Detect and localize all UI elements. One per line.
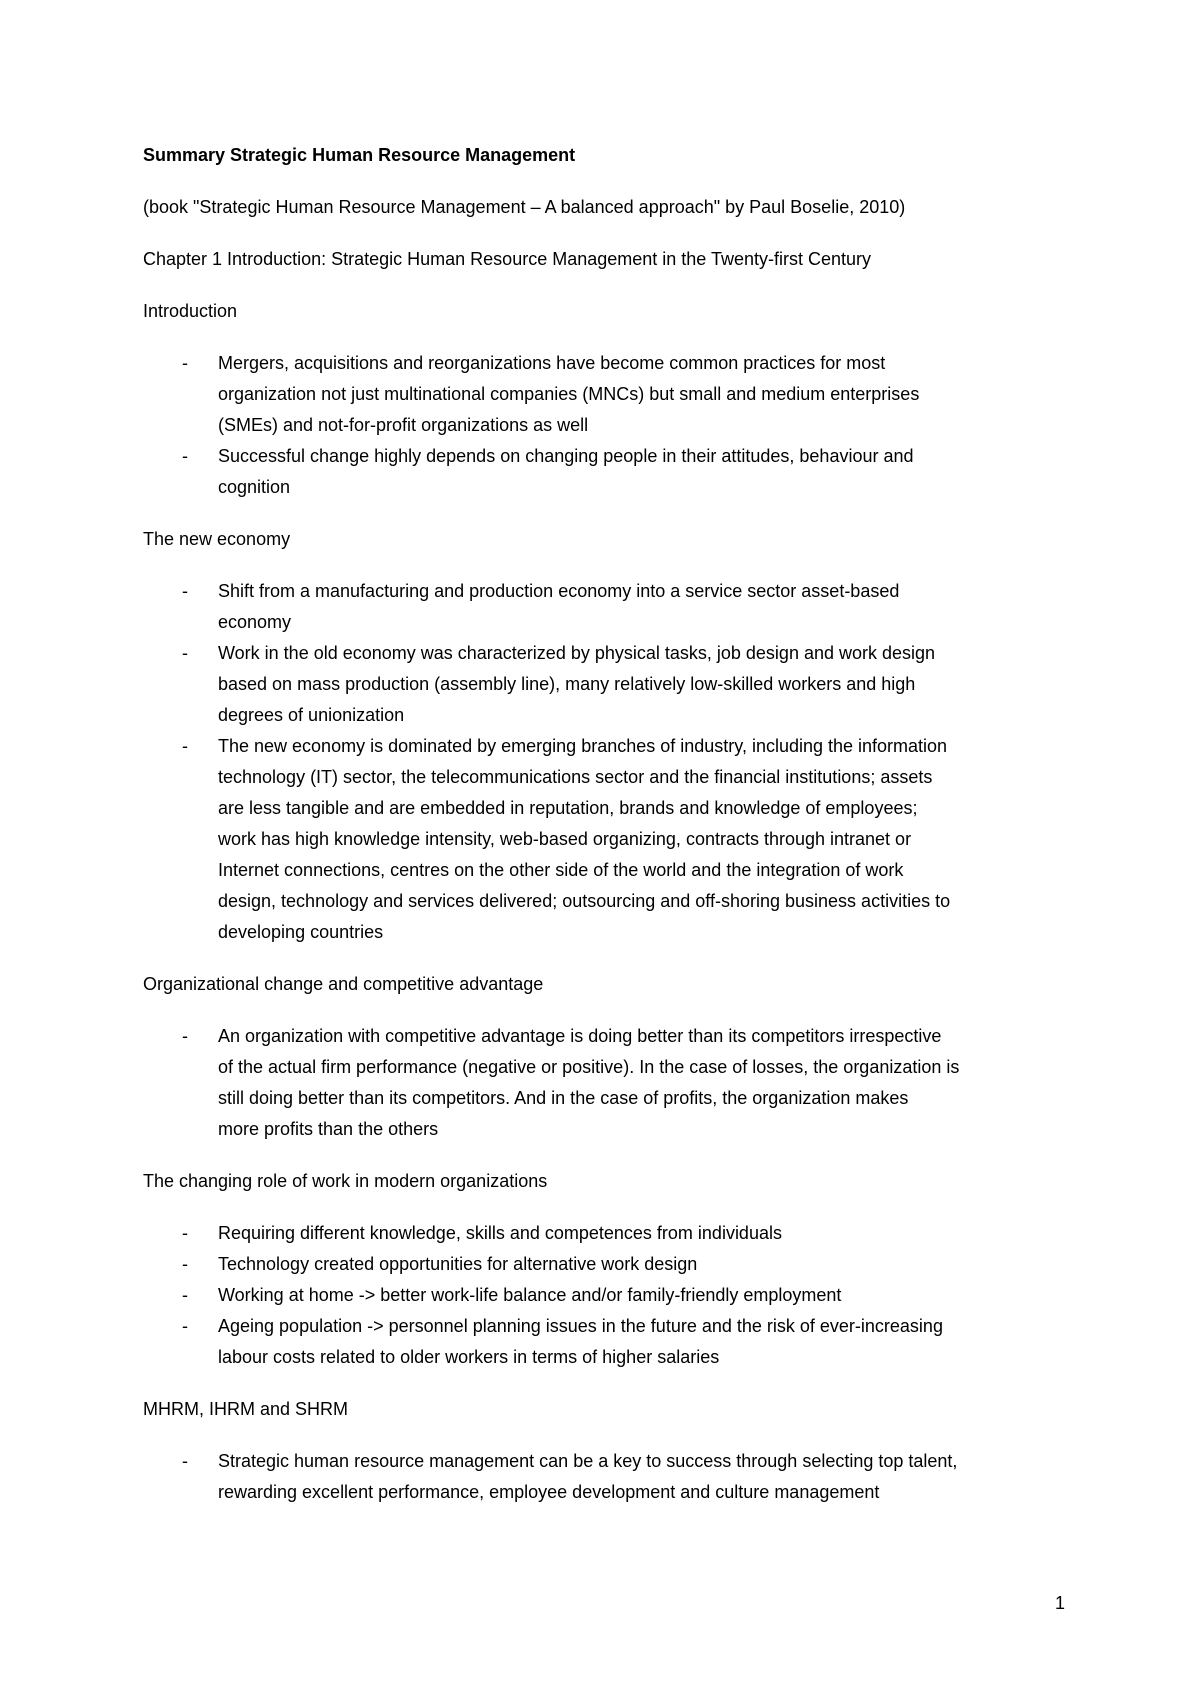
list-item-text: degrees of unionization <box>218 705 405 725</box>
bullet-dash: - <box>182 581 188 601</box>
list-item-text: Internet connections, centres on the other side of the world and the integration of work <box>218 860 904 880</box>
bullet-dash: - <box>182 1285 188 1305</box>
list-item-text: still doing better than its competitors. And in the case of profits, the organization makes <box>218 1088 909 1108</box>
list-item-continuation <box>143 607 1073 638</box>
bullet-dash: - <box>182 1026 188 1046</box>
list-item-text: rewarding excellent performance, employee development and culture management <box>218 1482 880 1502</box>
chapter-heading: Chapter 1 Introduction: Strategic Human Resource Management in the Twenty-first Century <box>143 249 872 269</box>
list-item-text: economy <box>218 612 292 632</box>
list-item-text: of the actual firm performance (negative or positive). In the case of losses, the organization is <box>218 1057 960 1077</box>
bullet-dash: - <box>182 1451 188 1471</box>
list-item-text: Successful change highly depends on changing people in their attitudes, behaviour and <box>218 446 914 466</box>
page-number: 1 <box>1055 1593 1066 1613</box>
list-item <box>143 1446 1073 1477</box>
bullet-dash: - <box>182 736 188 756</box>
section-heading: The new economy <box>143 529 291 549</box>
bullet-list <box>143 576 1073 948</box>
section-heading: Introduction <box>143 301 238 321</box>
list-item-text: Technology created opportunities for alternative work design <box>218 1254 698 1274</box>
bullet-list <box>143 1218 1073 1373</box>
document-body <box>143 140 1073 1508</box>
document-title: Summary Strategic Human Resource Management <box>143 145 576 165</box>
list-item-continuation <box>143 855 1073 886</box>
list-item-continuation <box>143 472 1073 503</box>
list-item-continuation <box>143 793 1073 824</box>
list-item-text: organization not just multinational companies (MNCs) but small and medium enterprises <box>218 384 920 404</box>
bullet-list <box>143 348 1073 503</box>
list-item-continuation <box>143 886 1073 917</box>
list-item-text: are less tangible and are embedded in reputation, brands and knowledge of employees; <box>218 798 918 818</box>
list-item-continuation <box>143 762 1073 793</box>
list-item-text: An organization with competitive advantage is doing better than its competitors irrespective <box>218 1026 942 1046</box>
list-item <box>143 1218 1073 1249</box>
list-item <box>143 348 1073 379</box>
sections-container <box>143 296 1073 1508</box>
list-item-continuation <box>143 410 1073 441</box>
list-item <box>143 576 1073 607</box>
list-item-continuation <box>143 1052 1073 1083</box>
list-item-continuation <box>143 1477 1073 1508</box>
list-item <box>143 1021 1073 1052</box>
section-heading: Organizational change and competitive advantage <box>143 974 544 994</box>
list-item-text: design, technology and services delivered; outsourcing and off-shoring business activities to <box>218 891 951 911</box>
document-subtitle: (book "Strategic Human Resource Management – A balanced approach" by Paul Boselie, 2010) <box>143 197 906 217</box>
list-item-text: Shift from a manufacturing and production economy into a service sector asset-based <box>218 581 900 601</box>
list-item-text: Requiring different knowledge, skills and competences from individuals <box>218 1223 782 1243</box>
list-item <box>143 1280 1073 1311</box>
list-item-continuation <box>143 700 1073 731</box>
list-item-text: cognition <box>218 477 291 497</box>
bullet-list <box>143 1446 1073 1508</box>
list-item <box>143 1249 1073 1280</box>
list-item-text: labour costs related to older workers in terms of higher salaries <box>218 1347 720 1367</box>
list-item-text: more profits than the others <box>218 1119 439 1139</box>
list-item-continuation <box>143 669 1073 700</box>
list-item-continuation <box>143 1114 1073 1145</box>
bullet-dash: - <box>182 1223 188 1243</box>
bullet-list <box>143 1021 1073 1145</box>
list-item <box>143 1311 1073 1342</box>
list-item <box>143 638 1073 669</box>
section-heading: MHRM, IHRM and SHRM <box>143 1399 349 1419</box>
list-item-text: Working at home -> better work-life balance and/or family-friendly employment <box>218 1285 842 1305</box>
list-item <box>143 731 1073 762</box>
list-item-text: The new economy is dominated by emerging branches of industry, including the information <box>218 736 948 756</box>
list-item-text: Work in the old economy was characterized by physical tasks, job design and work design <box>218 643 936 663</box>
list-item-text: Mergers, acquisitions and reorganizations have become common practices for most <box>218 353 886 373</box>
list-item-text: work has high knowledge intensity, web-based organizing, contracts through intranet or <box>218 829 912 849</box>
list-item-continuation <box>143 824 1073 855</box>
list-item-continuation <box>143 1342 1073 1373</box>
list-item-text: developing countries <box>218 922 384 942</box>
list-item <box>143 441 1073 472</box>
bullet-dash: - <box>182 353 188 373</box>
bullet-dash: - <box>182 446 188 466</box>
bullet-dash: - <box>182 1316 188 1336</box>
list-item-text: (SMEs) and not-for-profit organizations as well <box>218 415 589 435</box>
list-item-continuation <box>143 917 1073 948</box>
bullet-dash: - <box>182 1254 188 1274</box>
bullet-dash: - <box>182 643 188 663</box>
list-item-continuation <box>143 1083 1073 1114</box>
list-item-text: Strategic human resource management can be a key to success through selecting top talent, <box>218 1451 958 1471</box>
list-item-text: Ageing population -> personnel planning issues in the future and the risk of ever-increasing <box>218 1316 943 1336</box>
list-item-text: technology (IT) sector, the telecommunications sector and the financial institutions; assets <box>218 767 933 787</box>
list-item-text: based on mass production (assembly line), many relatively low-skilled workers and high <box>218 674 916 694</box>
section-heading: The changing role of work in modern organizations <box>143 1171 548 1191</box>
list-item-continuation <box>143 379 1073 410</box>
